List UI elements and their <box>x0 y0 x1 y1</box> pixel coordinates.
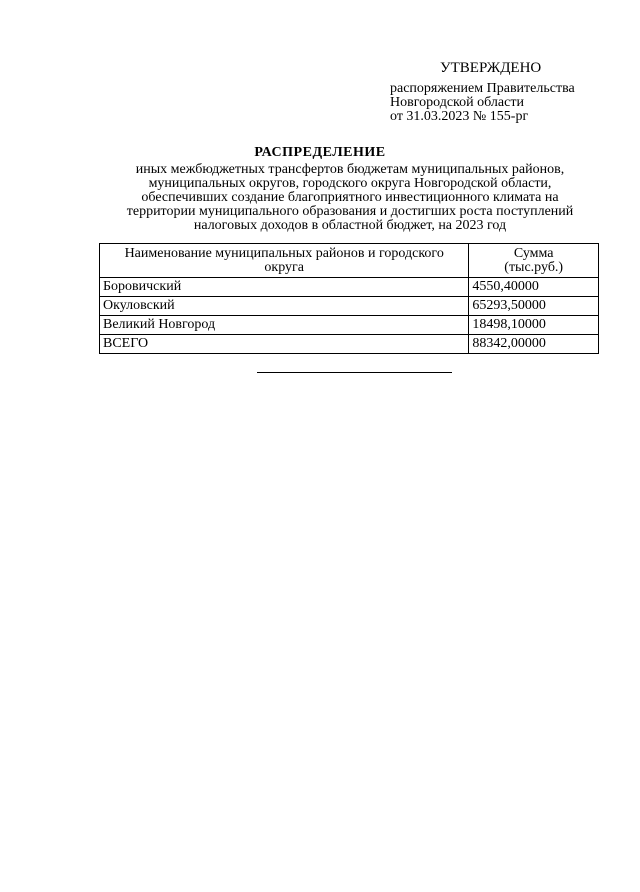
row-name: ВСЕГО <box>100 335 469 354</box>
header-sum <box>469 244 599 278</box>
table-row <box>100 297 599 316</box>
document-title: РАСПРЕДЕЛЕНИЕ <box>254 145 386 160</box>
approval-line-1: распоряжением Правительства <box>390 81 575 96</box>
row-name: Окуловский <box>100 297 469 316</box>
table-row <box>100 278 599 297</box>
header-name-line-2: округа <box>264 259 304 275</box>
approval-line-3: от 31.03.2023 № 155-рг <box>390 109 529 124</box>
end-divider-line <box>257 372 452 373</box>
subtitle-line-2: муниципальных округов, городского округа Новгородской области, <box>148 176 552 191</box>
row-name: Великий Новгород <box>100 316 469 335</box>
approval-title: УТВЕРЖДЕНО <box>440 60 542 76</box>
header-sum-line-1: Сумма <box>513 245 554 261</box>
document-subtitle <box>100 163 600 233</box>
table-row <box>100 316 599 335</box>
header-sum-line-2: (тыс.руб.) <box>504 259 564 275</box>
header-name <box>100 244 469 278</box>
row-sum: 88342,00000 <box>469 335 599 354</box>
subtitle-line-4: территории муниципального образования и достигших роста поступлений <box>126 204 574 219</box>
table-header-row <box>100 244 599 278</box>
header-name-line-1: Наименование муниципальных районов и городского <box>124 245 444 261</box>
row-sum: 18498,10000 <box>469 316 599 335</box>
distribution-table <box>99 243 599 354</box>
approval-block <box>390 82 575 124</box>
row-sum: 4550,40000 <box>469 278 599 297</box>
row-sum: 65293,50000 <box>469 297 599 316</box>
subtitle-line-3: обеспечивших создание благоприятного инвестиционного климата на <box>141 190 559 205</box>
table-row-total <box>100 335 599 354</box>
row-name: Боровичский <box>100 278 469 297</box>
approval-line-2: Новгородской области <box>390 95 524 110</box>
subtitle-line-1: иных межбюджетных трансфертов бюджетам муниципальных районов, <box>135 162 565 177</box>
subtitle-line-5: налоговых доходов в областной бюджет, на 2023 год <box>193 218 507 233</box>
